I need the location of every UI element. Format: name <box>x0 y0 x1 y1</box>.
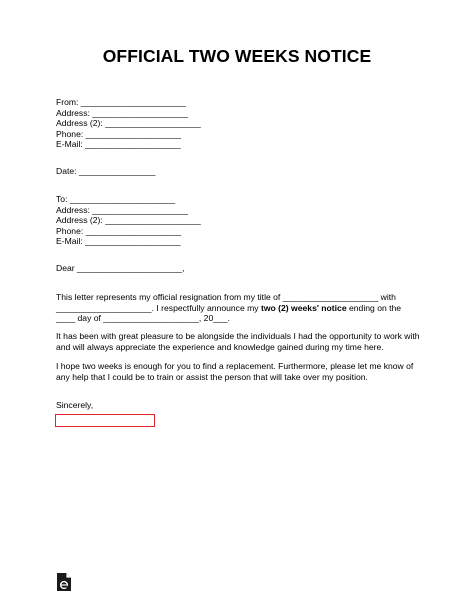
recipient-block <box>56 194 201 247</box>
to-email-field: E-Mail: ____________________ <box>56 236 181 247</box>
signature-field[interactable] <box>55 414 155 427</box>
paragraph-replacement: I hope two weeks is enough for you to find a replacement. Furthermore, please let me know of any help that I could be to train or assist the person that will take over my position. <box>56 361 414 382</box>
from-address-field: Address: ____________________ <box>56 107 188 118</box>
from-email-field: E-Mail: ____________________ <box>56 139 181 150</box>
to-phone-field: Phone: ____________________ <box>56 225 182 236</box>
date-block <box>56 166 155 177</box>
date-field: Date: ________________ <box>56 166 156 176</box>
from-phone-field: Phone: ____________________ <box>56 128 182 139</box>
notice-period-bold: two (2) weeks' notice <box>260 302 347 313</box>
paragraph1-line2-post: ending on the <box>346 302 402 313</box>
salutation-text: Dear ______________________, <box>56 263 185 273</box>
to-address-field: Address: ____________________ <box>56 204 188 215</box>
paragraph1-line2 <box>56 303 401 314</box>
paragraph-resignation <box>56 292 401 324</box>
closing-text: Sincerely, <box>56 400 94 410</box>
to-field: To: ______________________ <box>56 194 175 204</box>
from-field: From: ______________________ <box>56 97 186 107</box>
sender-block <box>56 97 201 150</box>
document-title: OFFICIAL TWO WEEKS NOTICE <box>102 46 372 66</box>
from-address2-field: Address (2): ____________________ <box>56 118 201 129</box>
paragraph-appreciation: It has been with great pleasure to be alongside the individuals I had the opportunity to work with and will always appreciate the experience and knowledge gained during my time here. <box>56 331 420 352</box>
to-address2-field: Address (2): ____________________ <box>56 215 201 226</box>
salutation <box>56 263 185 274</box>
closing <box>56 400 93 411</box>
eforms-logo-icon <box>56 572 72 592</box>
paragraph1-line2-pre: ____________________. I respectfully announce my <box>56 302 261 313</box>
paragraph1-line1: This letter represents my official resignation from my title of ____________________ with <box>56 292 396 302</box>
paragraph1-line3: ____ day of ____________________, 20___. <box>56 313 230 324</box>
